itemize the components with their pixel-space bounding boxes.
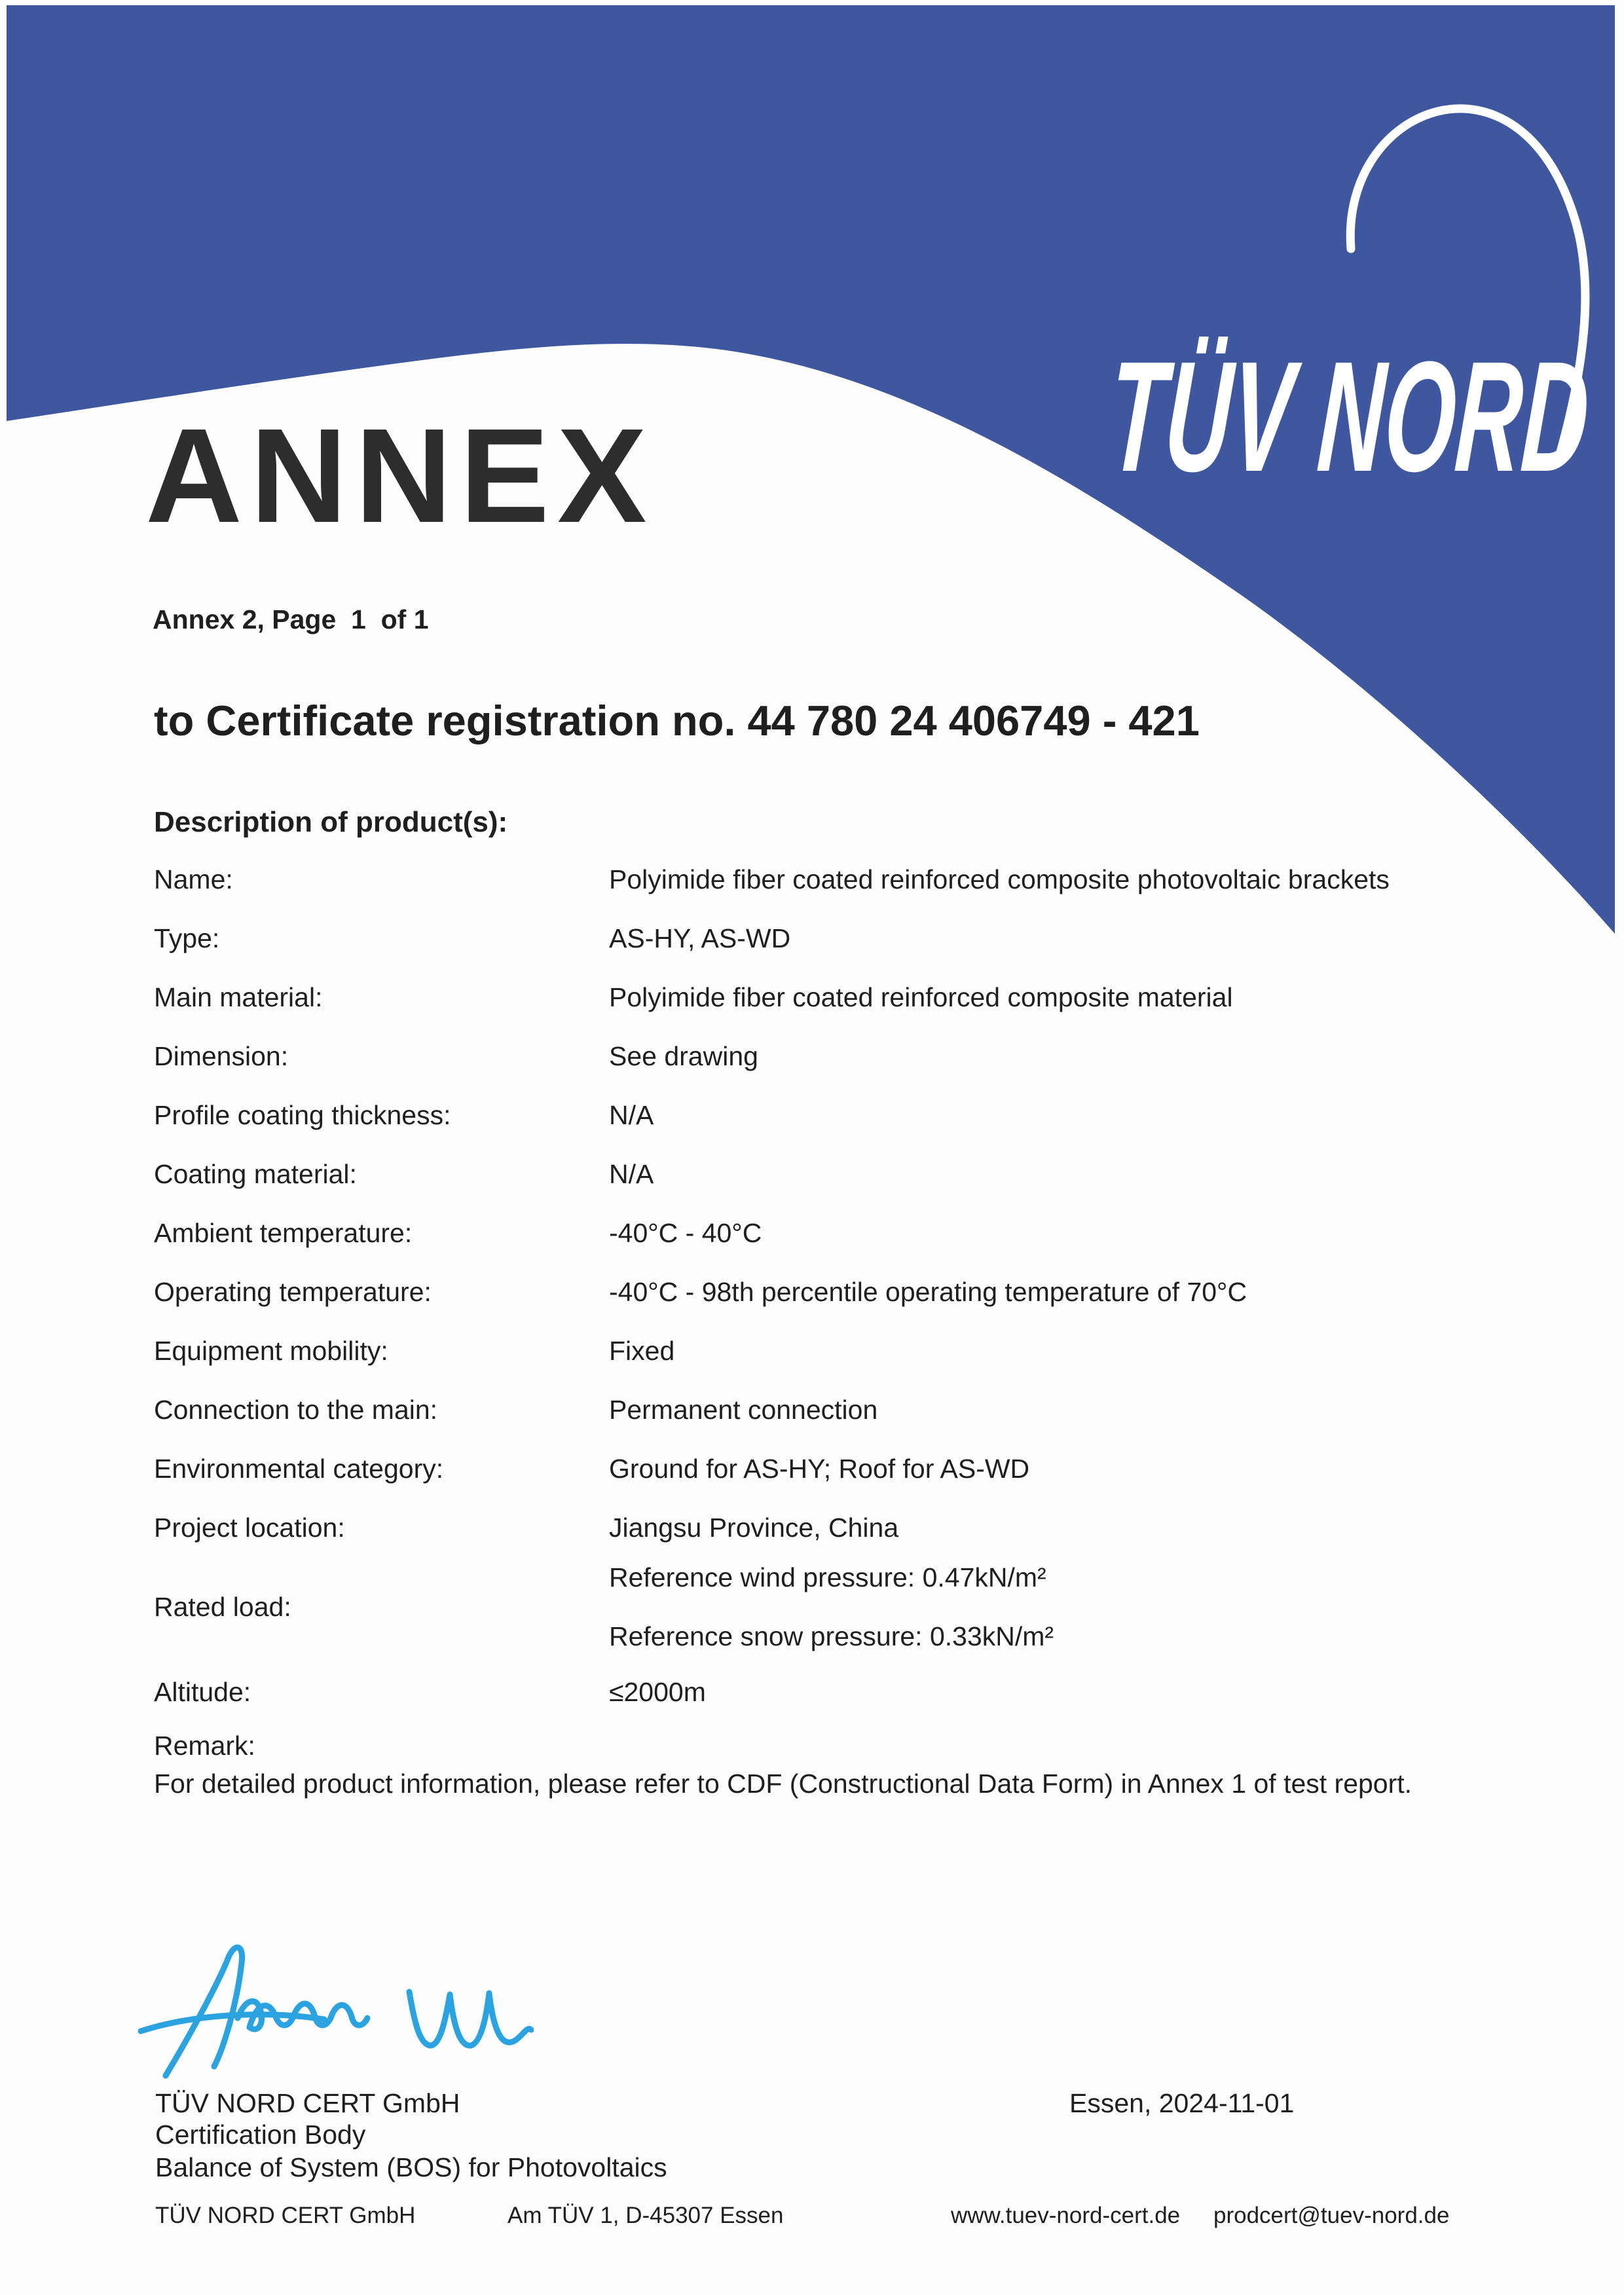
table-row xyxy=(0,866,1624,906)
certificate-registration-line: to Certificate registration no. 44 780 24 406749 - 421 xyxy=(154,697,1200,744)
remark-text: For detailed product information, please refer to CDF (Constructional Data Form) in Annex 1 of test report. xyxy=(154,1769,1412,1799)
table-row xyxy=(0,1515,1624,1554)
row-value: -40°C - 98th percentile operating temperature of 70°C xyxy=(609,1277,1247,1307)
footer-email: prodcert@tuev-nord.de xyxy=(1213,2203,1450,2228)
row-label: Operating temperature: xyxy=(154,1277,432,1307)
footer-org: TÜV NORD CERT GmbH xyxy=(155,2088,460,2118)
table-row xyxy=(0,1338,1624,1377)
footer-place-date: Essen, 2024-11-01 xyxy=(1069,2088,1295,2118)
table-row xyxy=(0,925,1624,964)
table-row xyxy=(0,1102,1624,1141)
footer-company: TÜV NORD CERT GmbH xyxy=(155,2203,416,2228)
footer-website: www.tuev-nord-cert.de xyxy=(951,2203,1181,2228)
rated-load-label: Rated load: xyxy=(154,1592,291,1622)
row-label: Profile coating thickness: xyxy=(154,1100,451,1130)
altitude-label: Altitude: xyxy=(154,1677,251,1707)
row-value: See drawing xyxy=(609,1041,758,1071)
table-row xyxy=(0,1161,1624,1200)
altitude-value: ≤2000m xyxy=(609,1677,706,1707)
row-value: N/A xyxy=(609,1159,654,1189)
signature-icon xyxy=(128,1932,534,2082)
annex-page-info: Annex 2, Page 1 of 1 xyxy=(153,604,429,634)
row-label: Project location: xyxy=(154,1513,345,1543)
row-value: N/A xyxy=(609,1100,654,1130)
row-value: Permanent connection xyxy=(609,1395,878,1425)
row-value: Ground for AS-HY; Roof for AS-WD xyxy=(609,1454,1030,1484)
row-label: Main material: xyxy=(154,982,323,1012)
rated-load-wind-value: Reference wind pressure: 0.47kN/m² xyxy=(609,1562,1046,1592)
row-label: Dimension: xyxy=(154,1041,289,1071)
row-value: -40°C - 40°C xyxy=(609,1218,762,1248)
remark-label: Remark: xyxy=(154,1731,255,1761)
row-value: Polyimide fiber coated reinforced composite material xyxy=(609,982,1233,1012)
row-value: Jiangsu Province, China xyxy=(609,1513,899,1543)
row-value: Fixed xyxy=(609,1336,675,1366)
table-row xyxy=(0,1279,1624,1318)
footer-division: Balance of System (BOS) for Photovoltaics xyxy=(155,2152,667,2182)
footer-address: Am TÜV 1, D-45307 Essen xyxy=(507,2203,784,2228)
footer-certification-body: Certification Body xyxy=(155,2120,366,2150)
row-label: Equipment mobility: xyxy=(154,1336,388,1366)
row-label: Ambient temperature: xyxy=(154,1218,413,1248)
row-label: Coating material: xyxy=(154,1159,357,1189)
row-label: Name: xyxy=(154,864,233,894)
table-row xyxy=(0,1397,1624,1436)
table-row xyxy=(0,1220,1624,1259)
row-label: Type: xyxy=(154,923,220,953)
row-value: AS-HY, AS-WD xyxy=(609,923,791,953)
table-row xyxy=(0,1456,1624,1495)
row-label: Environmental category: xyxy=(154,1454,444,1484)
tuv-nord-logo: TÜV NORD xyxy=(1104,329,1595,504)
rated-load-snow-value: Reference snow pressure: 0.33kN/m² xyxy=(609,1621,1054,1651)
row-value: Polyimide fiber coated reinforced composite photovoltaic brackets xyxy=(609,864,1390,894)
table-row xyxy=(0,1043,1624,1082)
row-label: Connection to the main: xyxy=(154,1395,438,1425)
description-heading: Description of product(s): xyxy=(154,806,508,838)
annex-title: ANNEX xyxy=(145,401,655,551)
table-row xyxy=(0,984,1624,1023)
